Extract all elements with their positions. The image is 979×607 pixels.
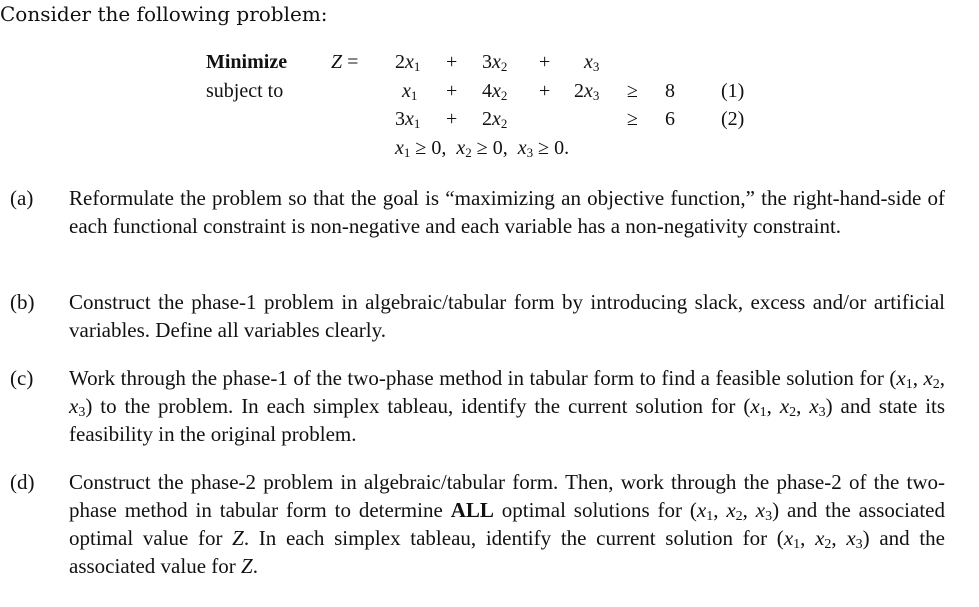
part-text: Work through the phase-1 of the two-phase method in tabular form to find a feasible solution for ($x_1$, $x_2$, $x_3$) to the problem. In each simplex tableau, identify the current solution for ($x_1$, $x_2$, $x_3$) and state its feasibility in the original problem.: [69, 366, 946, 446]
part-text: Construct the phase-2 problem in algebraic/tabular form. Then, work through the phase-2 of the two-phase method in tabular form to determine ALL optimal solutions for ($x_1$, $x_2$, $x_3$) and the associated optimal value for Z. In each simplex tableau, identify the current solution for ($x_1$, $x_2$, $x_3$) and the associated value for Z.: [69, 470, 945, 578]
c1-op-2: +: [539, 80, 551, 102]
part-label: (d): [10, 470, 35, 494]
c1-rhs: 8: [665, 80, 675, 102]
part-text: Reformulate the problem so that the goal is “maximizing an objective function,” the right-hand-side of each functional constraint is non-negative and each variable has a non-negativity constraint.: [69, 186, 945, 238]
minimize-label: Minimize: [206, 51, 288, 73]
intro-text: Consider the following problem:: [0, 2, 328, 26]
c1-relation: ≥: [627, 80, 638, 102]
nonnegativity: $x_1 \ge 0$, $x_2 \ge 0$, $x_3 \ge 0$.: [395, 137, 570, 160]
linear-program: [0, 0, 979, 170]
c2-op-1: +: [446, 108, 458, 130]
c2-term-2: $2x_2$: [482, 108, 508, 131]
objective-lhs: Z =: [331, 51, 359, 73]
c2-number: (2): [721, 108, 745, 130]
c2-term-1: $3x_1$: [395, 108, 421, 131]
objective-term-2: $3x_2$: [482, 51, 508, 74]
objective-op-2: +: [539, 51, 551, 73]
c1-number: (1): [721, 80, 745, 102]
part-text: Construct the phase-1 problem in algebraic/tabular form by introducing slack, excess and/or artificial variables. Define all variables clearly.: [69, 290, 945, 342]
c2-relation: ≥: [627, 108, 638, 130]
objective-op-1: +: [446, 51, 458, 73]
c1-term-2: $4x_2$: [482, 80, 508, 103]
objective-term-1: $2x_1$: [395, 51, 421, 74]
part-label: (b): [10, 290, 35, 314]
objective-term-3: $x_3$: [584, 51, 600, 74]
c2-rhs: 6: [665, 108, 675, 130]
part-label: (c): [10, 366, 34, 390]
c1-term-1: $x_1$: [402, 80, 418, 103]
c1-term-3: $2x_3$: [574, 80, 600, 103]
subject-to-label: subject to: [206, 80, 284, 102]
part-label: (a): [10, 186, 34, 210]
c1-op-1: +: [446, 80, 458, 102]
